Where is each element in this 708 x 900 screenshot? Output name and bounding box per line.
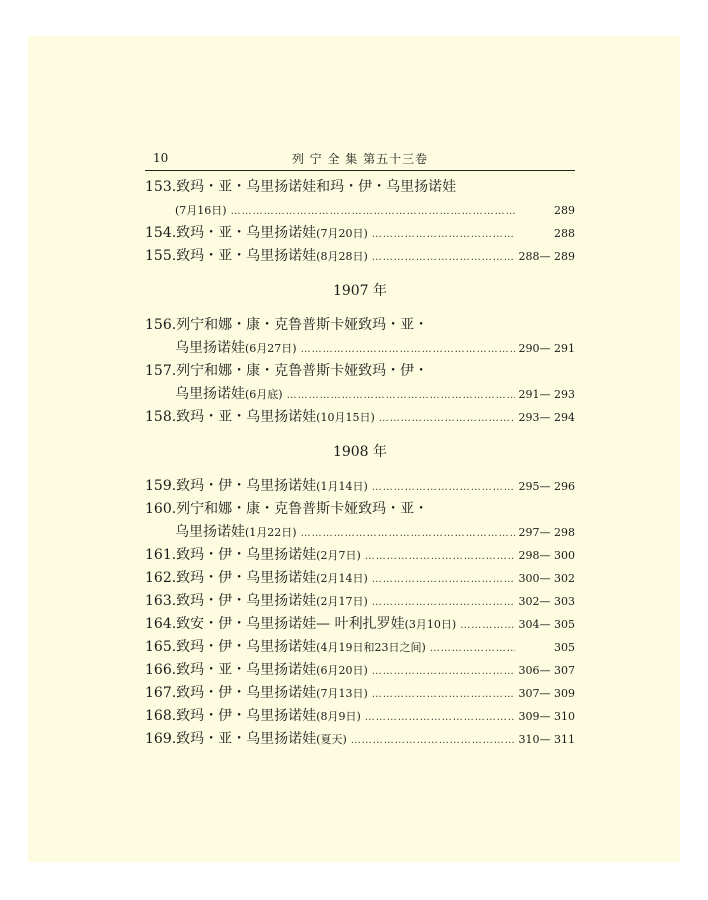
entry-title: [145, 659, 368, 682]
entry-title-text: 163.致玛・伊・乌里扬诺娃: [145, 593, 317, 609]
dot-leader: [365, 706, 515, 729]
dot-leader: [372, 476, 515, 499]
entry-title: [145, 498, 428, 521]
toc-entry[interactable]: [145, 475, 575, 498]
page-range: 291— 293: [518, 388, 575, 401]
page-range: 289: [554, 204, 575, 217]
dot-leader: [430, 637, 515, 660]
page-range: 290— 291: [518, 342, 575, 355]
toc-line: [145, 337, 575, 360]
entry-title-text: 乌里扬诺娃: [175, 524, 245, 540]
dot-leader: [287, 384, 515, 407]
entry-date: (8月28日): [316, 250, 368, 263]
dot-leader: [372, 223, 515, 246]
dot-leader: [372, 246, 515, 269]
toc-line: [145, 567, 575, 590]
entry-title-text: 155.致玛・亚・乌里扬诺娃: [145, 248, 317, 264]
page-number: 10: [153, 151, 169, 165]
toc-entry[interactable]: [145, 590, 575, 613]
entry-title-text: 168.致玛・伊・乌里扬诺娃: [145, 708, 317, 724]
page-range: 293— 294: [518, 411, 575, 424]
entry-title-text: 161.致玛・伊・乌里扬诺娃: [145, 547, 317, 563]
page-range: 306— 307: [518, 664, 575, 677]
toc-line: [145, 199, 575, 222]
entry-date: (2月17日): [316, 595, 368, 608]
toc-entry[interactable]: [145, 567, 575, 590]
toc-entry[interactable]: [145, 613, 575, 636]
entry-title: [145, 406, 375, 429]
toc-entry[interactable]: [145, 314, 575, 360]
entry-title: [145, 544, 361, 567]
entry-title-text: 165.致玛・伊・乌里扬诺娃: [145, 639, 317, 655]
toc-entry[interactable]: [145, 245, 575, 268]
page-range: 288: [554, 227, 575, 240]
dot-leader: [372, 683, 515, 706]
running-title: 列 宁 全 集 第五十三卷: [291, 152, 429, 166]
page-range: 300— 302: [518, 572, 575, 585]
toc-entry[interactable]: [145, 659, 575, 682]
entry-title: [145, 314, 428, 337]
entry-title: [145, 475, 368, 498]
toc-line: [145, 728, 575, 751]
entry-date: (2月7日): [316, 549, 361, 562]
entry-date: (1月22日): [245, 526, 297, 539]
entry-title-text: 156.列宁和娜・康・克鲁普斯卡娅致玛・亚・: [145, 317, 429, 333]
entry-title: [175, 199, 227, 222]
entry-title-text: 166.致玛・亚・乌里扬诺娃: [145, 662, 317, 678]
entry-title-text: 167.致玛・伊・乌里扬诺娃: [145, 685, 317, 701]
toc-line: [145, 659, 575, 682]
dot-leader: [379, 407, 515, 430]
dot-leader: [372, 568, 515, 591]
dot-leader: [372, 591, 515, 614]
entry-date: (7月16日): [175, 204, 227, 217]
table-of-contents: [145, 176, 575, 751]
toc-line: [145, 682, 575, 705]
toc-entry[interactable]: [145, 728, 575, 751]
toc-entry[interactable]: [145, 705, 575, 728]
entry-date: (6月27日): [245, 342, 297, 355]
toc-entry[interactable]: [145, 360, 575, 406]
entry-title: [175, 521, 297, 544]
entry-title: [145, 636, 426, 659]
entry-date: (7月20日): [316, 227, 368, 240]
entry-title: [145, 728, 347, 751]
dot-leader: [301, 522, 515, 545]
entry-date: (3月10日): [404, 618, 457, 631]
toc-line: [145, 360, 575, 383]
toc-line: [145, 314, 575, 337]
toc-line: [145, 544, 575, 567]
toc-line: [145, 705, 575, 728]
year-heading: 1908 年: [332, 444, 388, 460]
entry-title-text: 162.致玛・伊・乌里扬诺娃: [145, 570, 317, 586]
entry-date: (1月14日): [316, 480, 368, 493]
entry-date: (8月9日): [316, 710, 361, 723]
toc-line: [145, 245, 575, 268]
toc-line: [145, 590, 575, 613]
page-range: 307— 309: [518, 687, 575, 700]
page-range: 304— 305: [518, 618, 575, 631]
entry-title: [175, 383, 283, 406]
entry-title-text: 164.致安・伊・乌里扬诺娃— 叶利扎罗娃: [145, 616, 405, 632]
toc-entry[interactable]: [145, 498, 575, 544]
entry-title: [145, 590, 368, 613]
toc-line: [145, 406, 575, 429]
entry-title: [175, 337, 297, 360]
entry-title-text: 158.致玛・亚・乌里扬诺娃: [145, 409, 317, 425]
page-range: 298— 300: [518, 549, 575, 562]
toc-entry[interactable]: [145, 682, 575, 705]
toc-entry[interactable]: [145, 176, 575, 222]
page-range: 305: [554, 641, 575, 654]
entry-title-text: 153.致玛・亚・乌里扬诺娃和玛・伊・乌里扬诺娃: [145, 179, 457, 195]
entry-title-text: 159.致玛・伊・乌里扬诺娃: [145, 478, 317, 494]
dot-leader: [301, 338, 515, 361]
toc-entry[interactable]: [145, 406, 575, 429]
entry-title-text: 乌里扬诺娃: [175, 386, 245, 402]
entry-title: [145, 222, 368, 245]
entry-date: (10月15日): [316, 411, 375, 424]
dot-leader: [460, 614, 514, 637]
entry-date: (7月13日): [316, 687, 368, 700]
entry-title-text: 乌里扬诺娃: [175, 340, 245, 356]
dot-leader: [372, 660, 515, 683]
toc-line: [145, 636, 575, 659]
entry-date: (6月20日): [316, 664, 368, 677]
toc-entry[interactable]: [145, 636, 575, 659]
page-range: 309— 310: [518, 710, 575, 723]
toc-line: [145, 613, 575, 636]
entry-title: [145, 360, 428, 383]
page-range: 288— 289: [518, 250, 575, 263]
page-range: 295— 296: [518, 480, 575, 493]
toc-line: [145, 176, 575, 199]
entry-title-text: 157.列宁和娜・康・克鲁普斯卡娅致玛・伊・: [145, 363, 429, 379]
toc-entry[interactable]: [145, 222, 575, 245]
page-range: 302— 303: [518, 595, 575, 608]
dot-leader: [365, 545, 515, 568]
entry-title-text: 154.致玛・亚・乌里扬诺娃: [145, 225, 317, 241]
running-header: [145, 150, 575, 171]
toc-line: [145, 475, 575, 498]
entry-title: [145, 682, 368, 705]
entry-date: (6月底): [245, 388, 283, 401]
entry-date: (4月19日和23日之间): [316, 641, 426, 654]
entry-title: [145, 176, 456, 199]
toc-line: [145, 383, 575, 406]
page-range: 297— 298: [518, 526, 575, 539]
entry-title-text: 169.致玛・亚・乌里扬诺娃: [145, 731, 317, 747]
entry-date: (夏天): [316, 733, 347, 746]
page-range: 310— 311: [518, 733, 575, 746]
toc-entry[interactable]: [145, 544, 575, 567]
entry-title: [145, 567, 368, 590]
toc-line: [145, 521, 575, 544]
entry-title: [145, 705, 361, 728]
toc-line: [145, 498, 575, 521]
entry-title: [145, 613, 456, 636]
year-heading: 1907 年: [332, 283, 388, 299]
dot-leader: [231, 200, 515, 223]
entry-date: (2月14日): [316, 572, 368, 585]
dot-leader: [351, 729, 515, 752]
toc-line: [145, 222, 575, 245]
entry-title: [145, 245, 368, 268]
entry-title-text: 160.列宁和娜・康・克鲁普斯卡娅致玛・亚・: [145, 501, 429, 517]
